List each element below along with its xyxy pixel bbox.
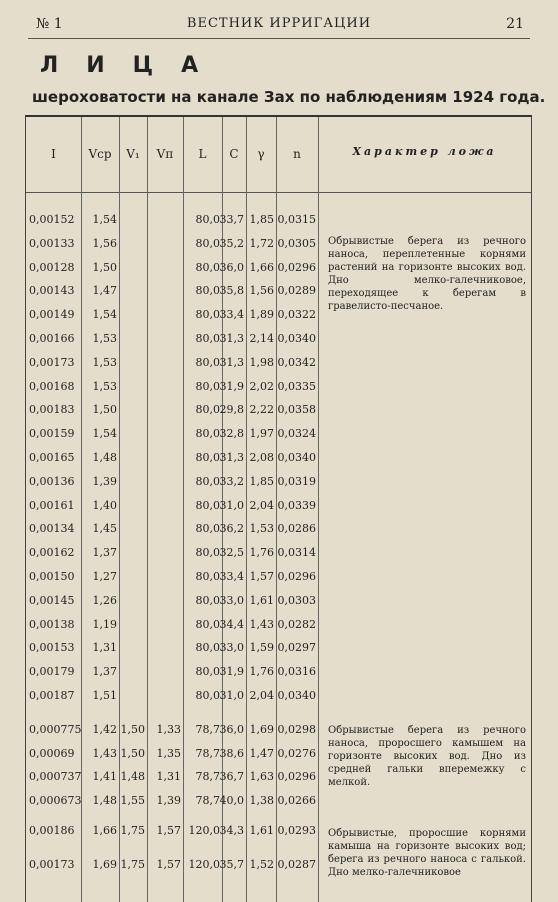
table-cell: 0,00159 <box>29 427 75 441</box>
table-cell: 0,0305 <box>277 236 316 250</box>
table-cell: 1,37 <box>92 546 117 560</box>
table-cell: 80,0 <box>195 236 220 250</box>
column-divider <box>81 117 82 902</box>
table-cell: 1,39 <box>92 474 117 488</box>
table-cell: 1,85 <box>249 213 274 226</box>
table-cell: 33,0 <box>219 593 244 607</box>
bed-character-note: Обрывистые берега из речного наноса, проросшего камышем на горизонте высоких вод. Дно из средней гальки вперемежку с мелкой. <box>328 725 526 788</box>
table-cell: 1,72 <box>249 236 274 250</box>
table-cell: 0,000775 <box>29 722 82 736</box>
table-cell: 33,0 <box>219 641 244 655</box>
table-cell: 80,0 <box>195 403 220 417</box>
bed-character-note: Обрывистые берега из речного наноса, переплетенные корнями растений на горизонте высоких вод. Дно мелко-галечниковое, переходящее к берегам в гравелисто-песчаное. <box>328 236 526 312</box>
table-cell: 0,0266 <box>277 794 316 808</box>
table-cell: 0,00149 <box>29 308 75 322</box>
table-title: ЛИЦА <box>40 53 227 78</box>
table-cell: 0,00136 <box>29 474 75 488</box>
table-cell: 1,53 <box>92 332 117 345</box>
column-divider <box>183 117 184 902</box>
column-header-c: C <box>229 147 239 161</box>
page-number: 21 <box>506 16 524 32</box>
table-cell: 31,3 <box>219 355 244 369</box>
table-cell: 1,56 <box>92 236 117 250</box>
table-cell: 36,2 <box>219 522 244 536</box>
table-cell: 80,0 <box>195 451 220 464</box>
table-cell: 32,5 <box>219 546 244 560</box>
table-cell: 1,85 <box>249 474 274 488</box>
column-header-character: Характер ложа <box>352 145 497 158</box>
table-cell: 1,48 <box>120 770 145 784</box>
table-cell: 1,35 <box>156 746 181 760</box>
table-cell: 0,0324 <box>277 427 316 441</box>
table-cell: 80,0 <box>195 522 220 536</box>
table-cell: 0,00143 <box>29 284 75 298</box>
table-cell: 0,00186 <box>29 824 75 837</box>
table-cell: 1,43 <box>249 617 274 631</box>
table-cell: 0,0316 <box>277 665 316 679</box>
table-cell: 80,0 <box>195 427 220 441</box>
table-cell: 80,0 <box>195 308 220 322</box>
table-cell: 0,00145 <box>29 593 75 607</box>
table-cell: 1,66 <box>249 260 274 274</box>
table-cell: 0,00152 <box>29 213 75 226</box>
table-cell: 0,0319 <box>277 474 316 488</box>
table-cell: 32,8 <box>219 427 244 441</box>
table-cell: 80,0 <box>195 355 220 369</box>
table-cell: 1,59 <box>249 641 274 655</box>
column-divider <box>119 117 120 902</box>
table-cell: 1,69 <box>249 722 274 736</box>
table-cell: 1,54 <box>92 308 117 322</box>
bed-character-note: Обрывистые, проросшие корнями камыша на горизонте высоких вод; берега из речного наноса с галькой. Дно мелко-галечниковое <box>328 828 526 878</box>
table-cell: 1,51 <box>92 689 117 702</box>
table-cell: 1,47 <box>92 284 117 298</box>
table-cell: 0,0314 <box>277 546 316 560</box>
column-divider <box>147 117 148 902</box>
table-cell: 1,48 <box>92 794 117 808</box>
table-cell: 80,0 <box>195 570 220 583</box>
table-cell: 0,000737 <box>29 770 82 784</box>
table-cell: 80,0 <box>195 546 220 560</box>
table-cell: 36,0 <box>219 722 244 736</box>
table-cell: 1,53 <box>249 522 274 536</box>
table-cell: 1,55 <box>120 794 145 808</box>
table-cell: 2,04 <box>249 689 274 702</box>
table-subtitle: шероховатости на канале Зах по наблюдениям 1924 года. <box>32 88 546 106</box>
table-cell: 0,0358 <box>277 403 316 417</box>
table-cell: 33,4 <box>219 570 244 583</box>
table-cell: 80,0 <box>195 284 220 298</box>
table-cell: 1,98 <box>249 355 274 369</box>
table-cell: 1,76 <box>249 665 274 679</box>
table-cell: 33,2 <box>219 474 244 488</box>
table-cell: 31,3 <box>219 332 244 345</box>
table-cell: 1,45 <box>92 522 117 536</box>
table-cell: 33,7 <box>219 213 244 226</box>
table-cell: 0,0315 <box>277 213 316 226</box>
table-cell: 1,50 <box>92 260 117 274</box>
table-cell: 1,50 <box>92 403 117 417</box>
table-cell: 2,22 <box>249 403 274 417</box>
table-cell: 1,61 <box>249 593 274 607</box>
table-cell: 80,0 <box>195 474 220 488</box>
table-cell: 1,57 <box>249 570 274 583</box>
table-cell: 1,69 <box>92 858 117 871</box>
table-cell: 78,7 <box>195 794 220 808</box>
table-cell: 1,50 <box>120 746 145 760</box>
table-cell: 0,00168 <box>29 379 75 393</box>
table-cell: 80,0 <box>195 641 220 655</box>
table-cell: 35,7 <box>219 858 244 871</box>
table-cell: 1,53 <box>92 379 117 393</box>
column-header-vcp: Vср <box>88 147 112 161</box>
roughness-table <box>25 115 532 902</box>
table-cell: 29,8 <box>219 403 244 417</box>
table-cell: 0,00173 <box>29 355 75 369</box>
column-header-n: n <box>293 147 301 161</box>
table-cell: 0,00128 <box>29 260 75 274</box>
table-cell: 31,0 <box>219 689 244 702</box>
table-cell: 1,31 <box>156 770 181 784</box>
table-cell: 2,08 <box>249 451 274 464</box>
table-cell: 0,0296 <box>277 260 316 274</box>
table-cell: 0,00161 <box>29 498 75 512</box>
table-cell: 80,0 <box>195 689 220 702</box>
table-cell: 35,2 <box>219 236 244 250</box>
table-cell: 2,14 <box>249 332 274 345</box>
table-cell: 38,6 <box>219 746 244 760</box>
table-cell: 1,75 <box>120 858 145 871</box>
table-cell: 1,56 <box>249 284 274 298</box>
table-cell: 0,0340 <box>277 332 316 345</box>
table-cell: 0,00166 <box>29 332 75 345</box>
table-cell: 0,00183 <box>29 403 75 417</box>
table-cell: 0,00165 <box>29 451 75 464</box>
table-cell: 33,4 <box>219 308 244 322</box>
table-cell: 0,0296 <box>277 770 316 784</box>
table-cell: 78,7 <box>195 746 220 760</box>
table-cell: 0,000673 <box>29 794 82 808</box>
table-cell: 31,9 <box>219 665 244 679</box>
table-cell: 1,39 <box>156 794 181 808</box>
table-cell: 78,7 <box>195 722 220 736</box>
table-cell: 0,0297 <box>277 641 316 655</box>
header-divider <box>26 192 531 193</box>
table-cell: 1,66 <box>92 824 117 837</box>
table-cell: 1,47 <box>249 746 274 760</box>
table-cell: 120,0 <box>188 858 220 871</box>
table-cell: 1,48 <box>92 451 117 464</box>
table-cell: 1,50 <box>120 722 145 736</box>
table-cell: 40,0 <box>219 794 244 808</box>
table-cell: 0,0340 <box>277 689 316 702</box>
table-cell: 80,0 <box>195 498 220 512</box>
table-cell: 80,0 <box>195 332 220 345</box>
table-cell: 1,97 <box>249 427 274 441</box>
table-cell: 1,76 <box>249 546 274 560</box>
table-cell: 1,37 <box>92 665 117 679</box>
table-cell: 1,27 <box>92 570 117 583</box>
table-cell: 1,63 <box>249 770 274 784</box>
table-cell: 31,0 <box>219 498 244 512</box>
table-cell: 1,57 <box>156 858 181 871</box>
table-cell: 1,43 <box>92 746 117 760</box>
table-cell: 1,33 <box>156 722 181 736</box>
column-divider <box>318 117 319 902</box>
table-cell: 120,0 <box>188 824 220 837</box>
table-cell: 0,00162 <box>29 546 75 560</box>
table-cell: 0,00150 <box>29 570 75 583</box>
table-cell: 1,54 <box>92 213 117 226</box>
table-cell: 1,40 <box>92 498 117 512</box>
table-cell: 1,53 <box>92 355 117 369</box>
table-cell: 2,02 <box>249 379 274 393</box>
table-cell: 1,38 <box>249 794 274 808</box>
table-cell: 1,54 <box>92 427 117 441</box>
column-header-i: I <box>51 147 56 161</box>
table-cell: 0,0276 <box>277 746 316 760</box>
table-cell: 0,00187 <box>29 689 75 702</box>
table-cell: 0,0303 <box>277 593 316 607</box>
table-cell: 0,00069 <box>29 746 75 760</box>
table-cell: 0,0296 <box>277 570 316 583</box>
column-header-vn: Vп <box>156 147 174 161</box>
table-cell: 1,26 <box>92 593 117 607</box>
table-cell: 80,0 <box>195 665 220 679</box>
table-cell: 31,3 <box>219 451 244 464</box>
table-cell: 1,41 <box>92 770 117 784</box>
table-cell: 36,7 <box>219 770 244 784</box>
table-cell: 2,04 <box>249 498 274 512</box>
table-cell: 35,8 <box>219 284 244 298</box>
table-cell: 0,00133 <box>29 236 75 250</box>
table-cell: 0,0340 <box>277 451 316 464</box>
table-cell: 0,00179 <box>29 665 75 679</box>
table-cell: 0,00153 <box>29 641 75 655</box>
table-cell: 80,0 <box>195 617 220 631</box>
table-cell: 0,0339 <box>277 498 316 512</box>
table-cell: 0,0342 <box>277 355 316 369</box>
table-cell: 0,0322 <box>277 308 316 322</box>
table-cell: 80,0 <box>195 379 220 393</box>
table-cell: 80,0 <box>195 213 220 226</box>
table-cell: 0,0282 <box>277 617 316 631</box>
journal-title: ВЕСТНИК ИРРИГАЦИИ <box>186 16 372 31</box>
table-cell: 0,0287 <box>277 858 316 871</box>
table-cell: 0,00134 <box>29 522 75 536</box>
table-cell: 0,0298 <box>277 722 316 736</box>
table-cell: 1,19 <box>92 617 117 631</box>
table-cell: 1,31 <box>92 641 117 655</box>
column-header-gamma: γ <box>257 147 265 161</box>
table-cell: 34,3 <box>219 824 244 837</box>
table-cell: 1,57 <box>156 824 181 837</box>
table-cell: 1,75 <box>120 824 145 837</box>
column-header-l: L <box>198 147 207 161</box>
table-cell: 0,0293 <box>277 824 316 837</box>
table-cell: 0,0335 <box>277 379 316 393</box>
table-cell: 1,89 <box>249 308 274 322</box>
column-header-v1: V₁ <box>126 147 140 161</box>
table-cell: 0,0286 <box>277 522 316 536</box>
table-cell: 34,4 <box>219 617 244 631</box>
table-cell: 80,0 <box>195 260 220 274</box>
table-cell: 31,9 <box>219 379 244 393</box>
page-header <box>28 12 530 39</box>
table-cell: 0,0289 <box>277 284 316 298</box>
table-cell: 1,52 <box>249 858 274 871</box>
table-cell: 1,61 <box>249 824 274 837</box>
issue-number: № 1 <box>36 16 63 32</box>
table-cell: 1,42 <box>92 722 117 736</box>
table-cell: 36,0 <box>219 260 244 274</box>
table-cell: 0,00138 <box>29 617 75 631</box>
column-divider <box>246 117 247 902</box>
table-cell: 78,7 <box>195 770 220 784</box>
table-cell: 80,0 <box>195 593 220 607</box>
table-cell: 0,00173 <box>29 858 75 871</box>
